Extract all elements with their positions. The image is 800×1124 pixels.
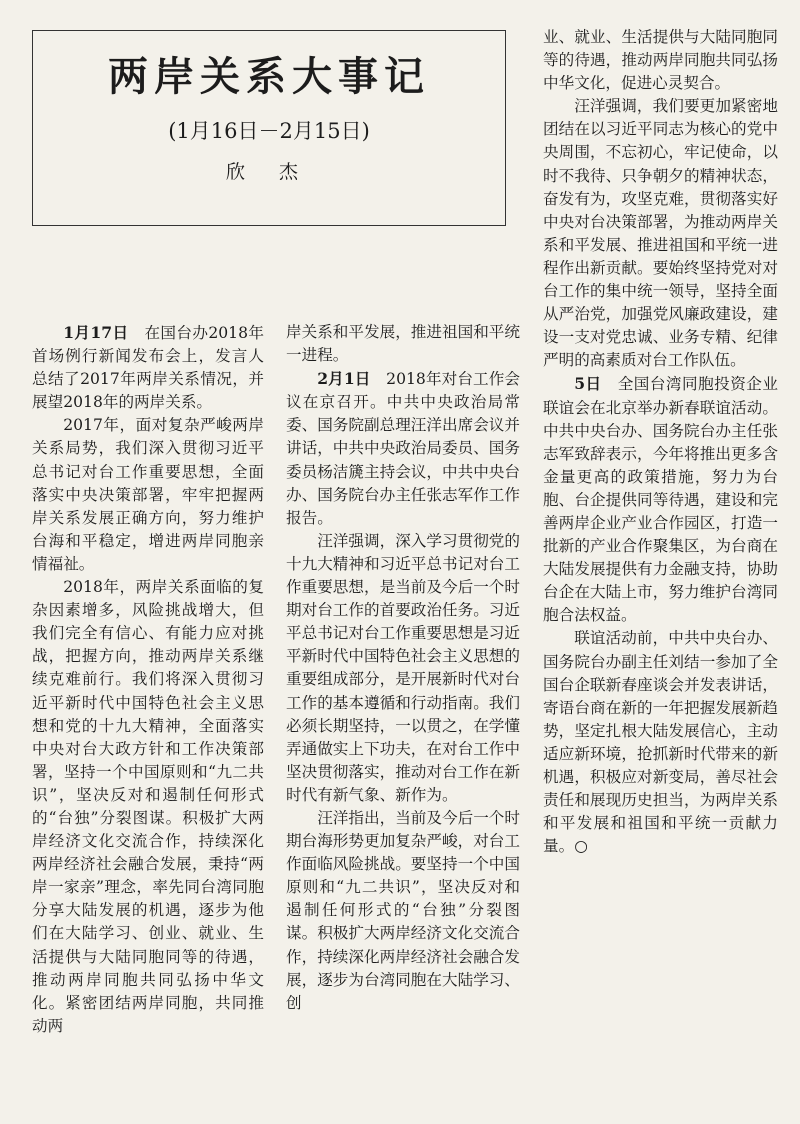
paragraph-text: 在国台办2018年首场例行新闻发布会上，发言人总结了2017年两岸关系情况，并展望2018年的两岸关系。: [32, 324, 264, 412]
paragraph: 2017年，面对复杂严峻两岸关系局势，我们深入贯彻习近平总书记对台工作重要思想，全面落实中央决策部署，牢牢把握两岸关系发展正确方向，努力维护台海和平稳定，增进两岸同胞亲情福祉。: [32, 416, 264, 573]
entry-date: 5日: [574, 374, 602, 394]
page-title: 两岸关系大事记: [108, 53, 430, 100]
entry-date: 2月1日: [317, 369, 371, 389]
paragraph-text: 2018年对台工作会议在京召开。中共中央政治局常委、国务院副总理汪洋出席会议并讲话，中共中央政治局委员、国务委员杨洁篪主持会议，中共中央台办、国务院台办主任张志军作工作报告。: [286, 370, 520, 527]
paragraph: [286, 367, 520, 530]
paragraph: 汪洋强调，深入学习贯彻党的十九大精神和习近平总书记对台工作重要思想，是当前及今后一个时期对台工作的首要政治任务。习近平总书记对台工作重要思想是习近平新时代中国特色社会主义思想的重要组成部分，是开展新时代对台工作的基本遵循和行动指南。我们必须长期坚持，一以贯之，在学懂弄通做实上下功夫，在对台工作中坚决贯彻落实，推动对台工作在新时代有新气象、新作为。: [286, 531, 520, 804]
paragraph: 2018年，两岸关系面临的复杂因素增多，风险挑战增大，但我们完全有信心、有能力应对挑战，把握方向，推动两岸关系继续克难前行。我们将深入贯彻习近平新时代中国特色社会主义思想和党的十九大精神，全面落实中央对台大政方针和工作决策部署，坚持一个中国原则和“九二共识”，坚决反对和遏制任何形式的“台独”分裂图谋。积极扩大两岸经济文化交流合作，持续深化两岸经济社会融合发展，秉持“两岸一家亲”理念，率先同台湾同胞分享大陆发展的机遇，逐步为他们在大陆学习、创业、就业、生活提供与大陆同胞同等的待遇，推动两岸同胞共同弘扬中华文化。紧密团结两岸同胞，共同推动两: [32, 578, 264, 1035]
paragraph: 业、就业、生活提供与大陆同胞同等的待遇，推动两岸同胞共同弘扬中华文化，促进心灵契合。: [543, 28, 778, 93]
column-3: [543, 26, 778, 1116]
paragraph: 汪洋强调，我们要更加紧密地团结在以习近平同志为核心的党中央周围，不忘初心，牢记使命，以时不我待、只争朝夕的精神状态，奋发有为，攻坚克难，贯彻落实好中央对台决策部署，为推动两岸关系和平发展、推进祖国和平统一进程作出新贡献。要始终坚持党对对台工作的集中统一领导，坚持全面从严治党，加强党风廉政建设，建设一支对党忠诚、业务专精、纪律严明的高素质对台工作队伍。: [543, 97, 778, 370]
title-box: [32, 30, 506, 226]
paragraph-text: 全国台湾同胞投资企业联谊会在北京举办新春联谊活动。中共中央台办、国务院台办主任张志军致辞表示，今年将推出更多含金量更高的政策措施，努力为台胞、台企提供同等待遇，建设和完善两岸企业产业合作园区，打造一批新的产业合作聚集区，为台商在大陆发展提供有力金融支持，协助台企在大陆上市，努力维护台湾同胞合法权益。: [543, 375, 778, 625]
paragraph: [32, 321, 264, 414]
paragraph-text: 联谊活动前，中共中央台办、国务院台办副主任刘结一参加了全国台企联新春座谈会并发表讲话，寄语台商在新的一年把握发展新趋势，坚定扎根大陆发展信心，主动适应新环境，抢抓新时代带来的新机遇，积极应对新变局，善尽社会责任和展现历史担当，为两岸关系和平发展和祖国和平统一贡献力量。: [543, 629, 778, 856]
paragraph: [543, 372, 778, 627]
date-range: (1月16日－2月15日): [168, 119, 370, 143]
paragraph: 汪洋指出，当前及今后一个时期台海形势更加复杂严峻，对台工作面临风险挑战。要坚持一个中国原则和“九二共识”，坚决反对和遏制任何形式的“台独”分裂图谋。积极扩大两岸经济文化交流合作，持续深化两岸经济社会融合发展，逐步为台湾同胞在大陆学习、创: [286, 808, 520, 1012]
author: 欣 杰: [225, 161, 313, 183]
paragraph: 岸关系和平发展，推进祖国和平统一进程。: [286, 323, 520, 365]
column-1: [32, 321, 264, 1116]
end-mark: ○: [574, 837, 588, 856]
paragraph: [543, 627, 778, 858]
entry-date: 1月17日: [63, 323, 129, 342]
column-2: [286, 321, 520, 1116]
